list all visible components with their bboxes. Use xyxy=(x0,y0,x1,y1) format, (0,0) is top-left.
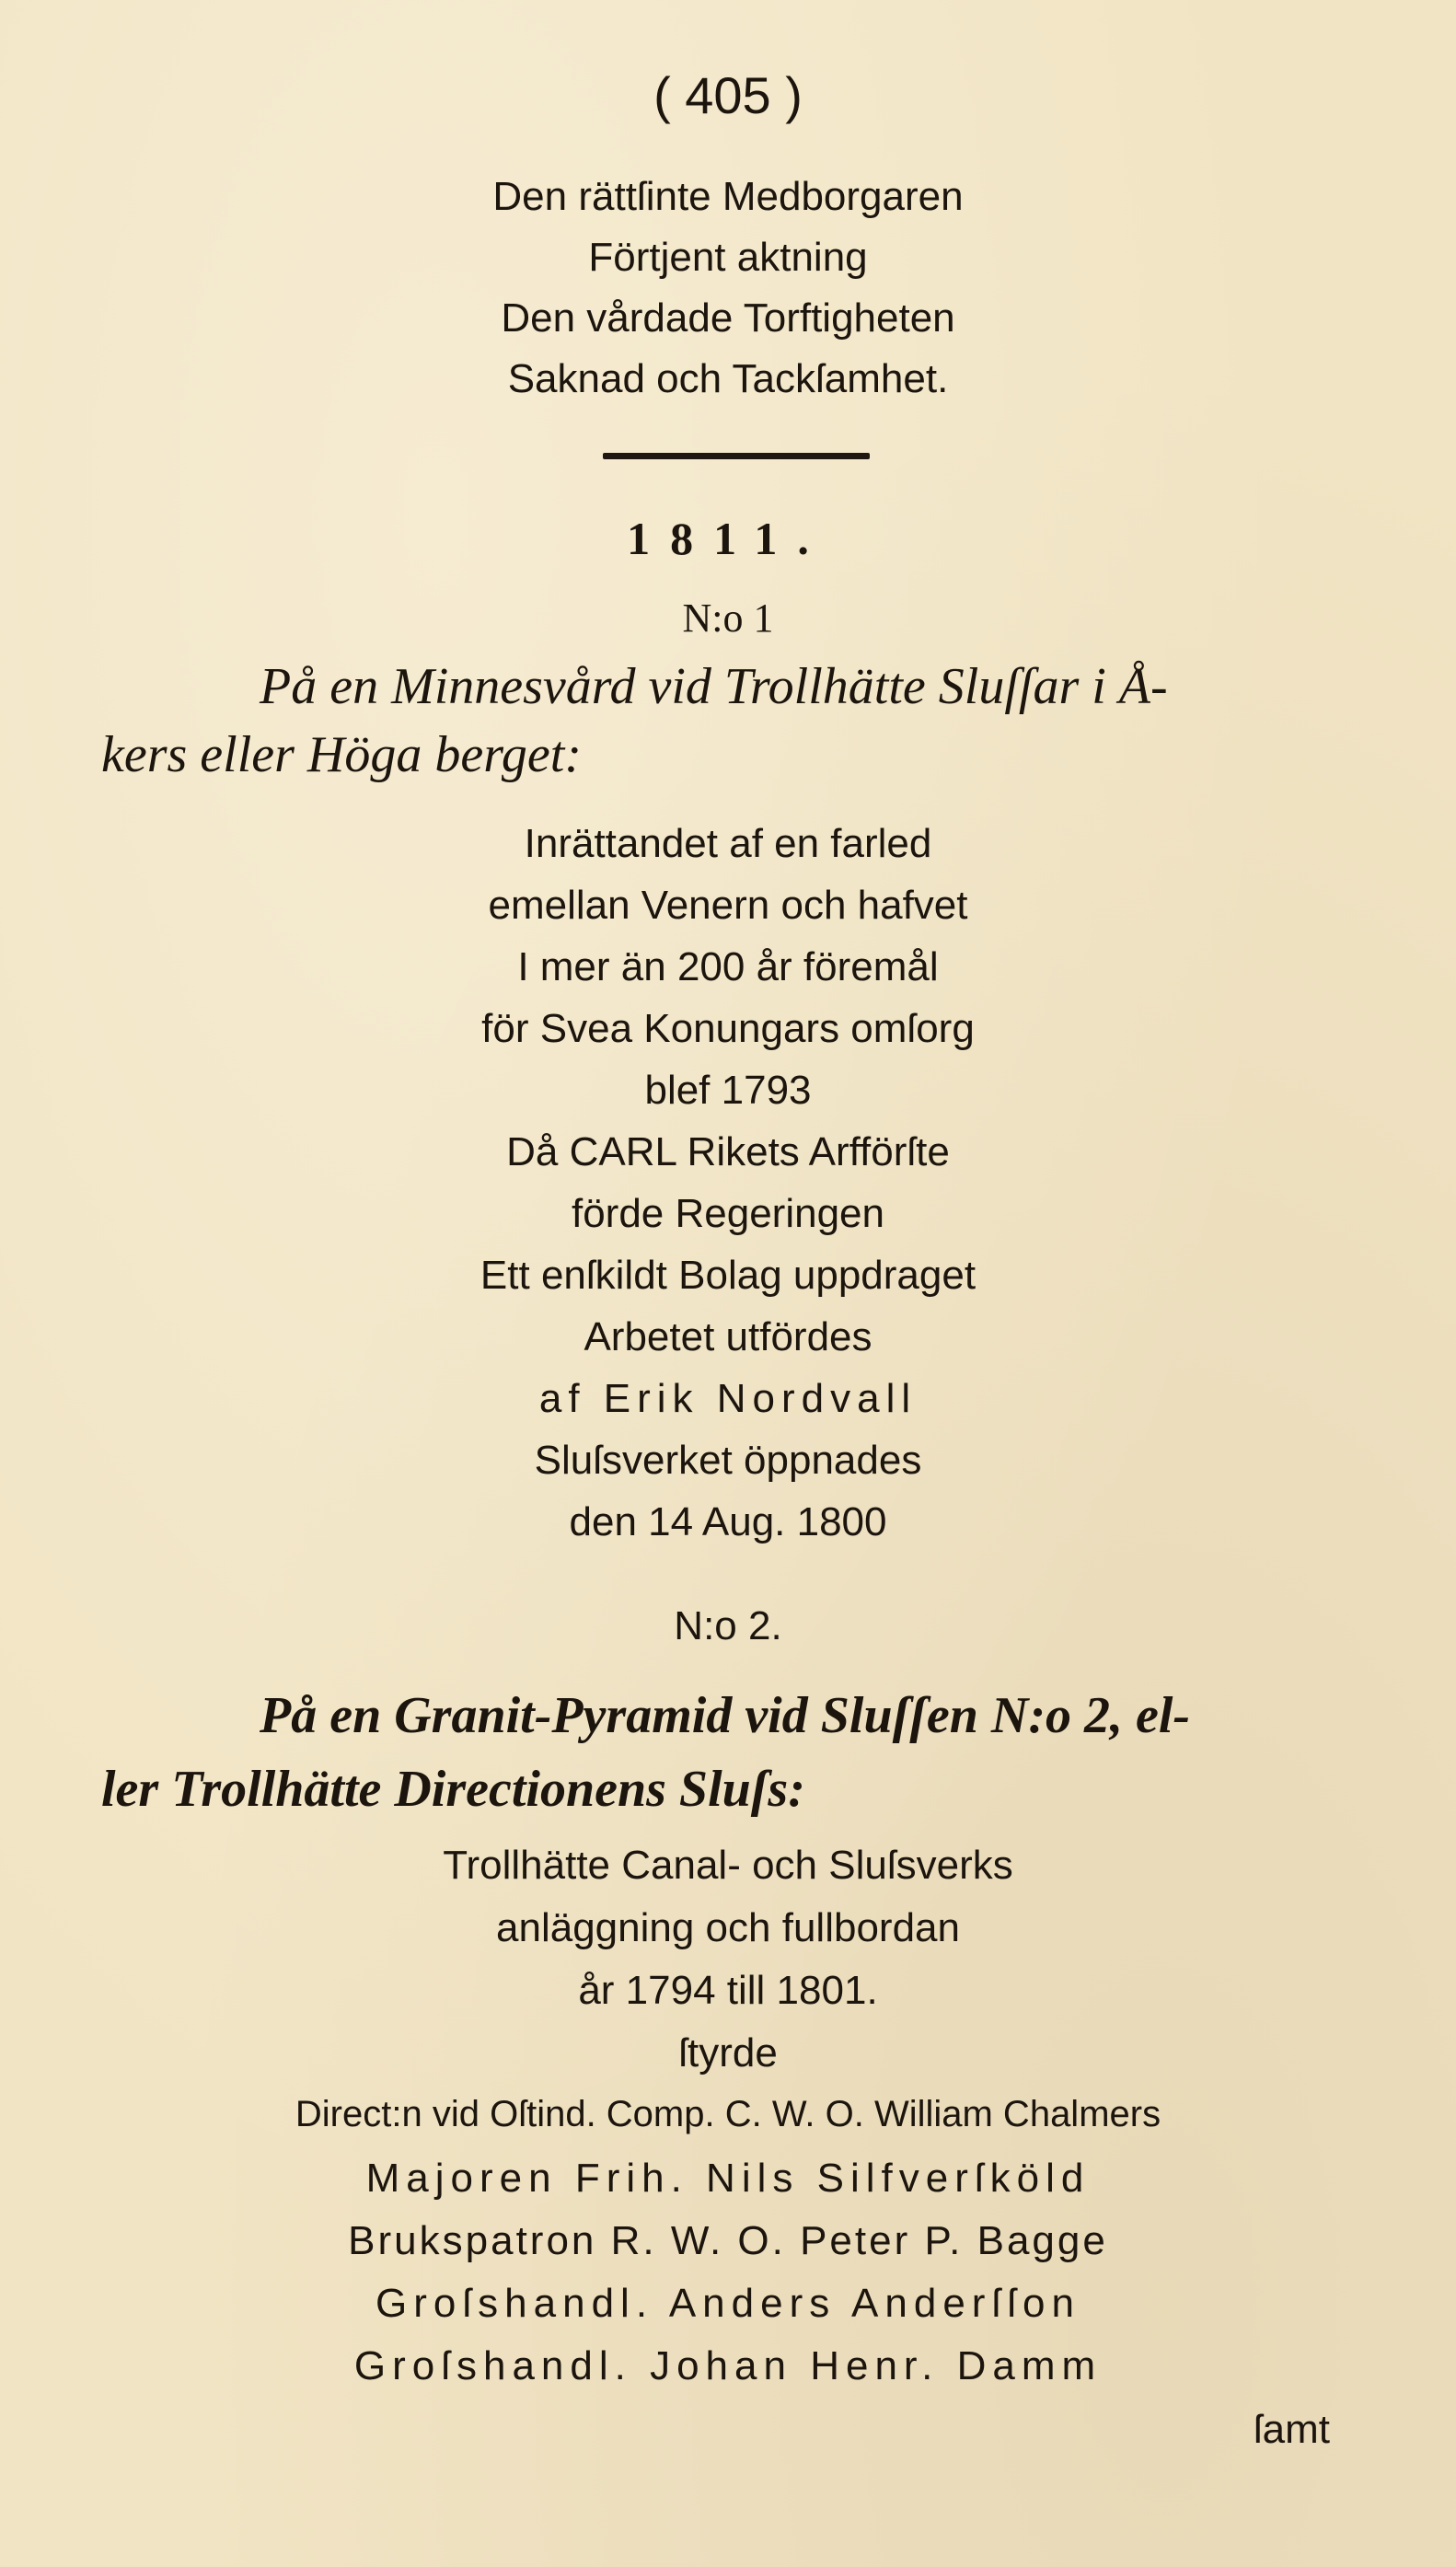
inscription-line: Den vårdade Torftigheten xyxy=(501,295,955,341)
inscription-line: Då CARL Rikets Arfförſte xyxy=(506,1129,950,1174)
inscription-line: Inrättandet af en farled xyxy=(524,821,932,866)
section-title-1-line2: kers eller Höga berget: xyxy=(101,726,582,783)
inscription-line: Groſshandl. Johan Henr. Damm xyxy=(353,2343,1103,2388)
catchword: ſamt xyxy=(1253,2407,1330,2452)
inscription-line: Den rättſinte Medborgaren xyxy=(492,174,964,219)
inscription-line: emellan Venern och hafvet xyxy=(488,883,968,928)
section-number-2: N:o 2. xyxy=(674,1603,782,1648)
inscription-line: för Svea Konungars omſorg xyxy=(481,1006,975,1051)
divider-rule xyxy=(603,453,870,459)
page-number: ( 405 ) xyxy=(653,66,803,124)
inscription-line: I mer än 200 år föremål xyxy=(517,944,939,989)
inscription-line: Saknad och Tackſamhet. xyxy=(507,356,949,401)
section-number-1: N:o 1 xyxy=(682,595,774,641)
inscription-line: blef 1793 xyxy=(644,1068,812,1113)
section-title-1-line1: På en Minnesvård vid Trollhätte Sluſſar i Å- xyxy=(260,658,1168,715)
inscription-line: Majoren Frih. Nils Silfverſköld xyxy=(365,2156,1091,2201)
year-heading: 1811. xyxy=(627,513,829,564)
section-title-2-line2: ler Trollhätte Directionens Sluſs: xyxy=(101,1761,805,1818)
inscription-line: förde Regeringen xyxy=(571,1191,884,1236)
inscription-line: Trollhätte Canal- och Sluſsverks xyxy=(443,1843,1013,1888)
inscription-line: Sluſsverket öppnades xyxy=(534,1438,922,1483)
inscription-line: Brukspatron R. W. O. Peter P. Bagge xyxy=(348,2218,1108,2263)
inscription-line: Groſshandl. Anders Anderſſon xyxy=(376,2281,1080,2326)
inscription-line: ſtyrde xyxy=(678,2030,778,2076)
inscription-line: Direct:n vid Oſtind. Comp. C. W. O. William Chalmers xyxy=(295,2094,1161,2134)
inscription-line: anläggning och fullbordan xyxy=(496,1905,960,1950)
section-title-2-line1: På en Granit-Pyramid vid Sluſſen N:o 2, el- xyxy=(260,1687,1191,1744)
inscription-line: Förtjent aktning xyxy=(588,235,868,280)
inscription-line: den 14 Aug. 1800 xyxy=(569,1499,887,1544)
inscription-line: Arbetet utfördes xyxy=(584,1314,872,1359)
inscription-line: år 1794 till 1801. xyxy=(578,1968,878,2013)
inscription-line: Ett enſkildt Bolag uppdraget xyxy=(480,1253,976,1298)
inscription-line: af Erik Nordvall xyxy=(538,1376,918,1421)
